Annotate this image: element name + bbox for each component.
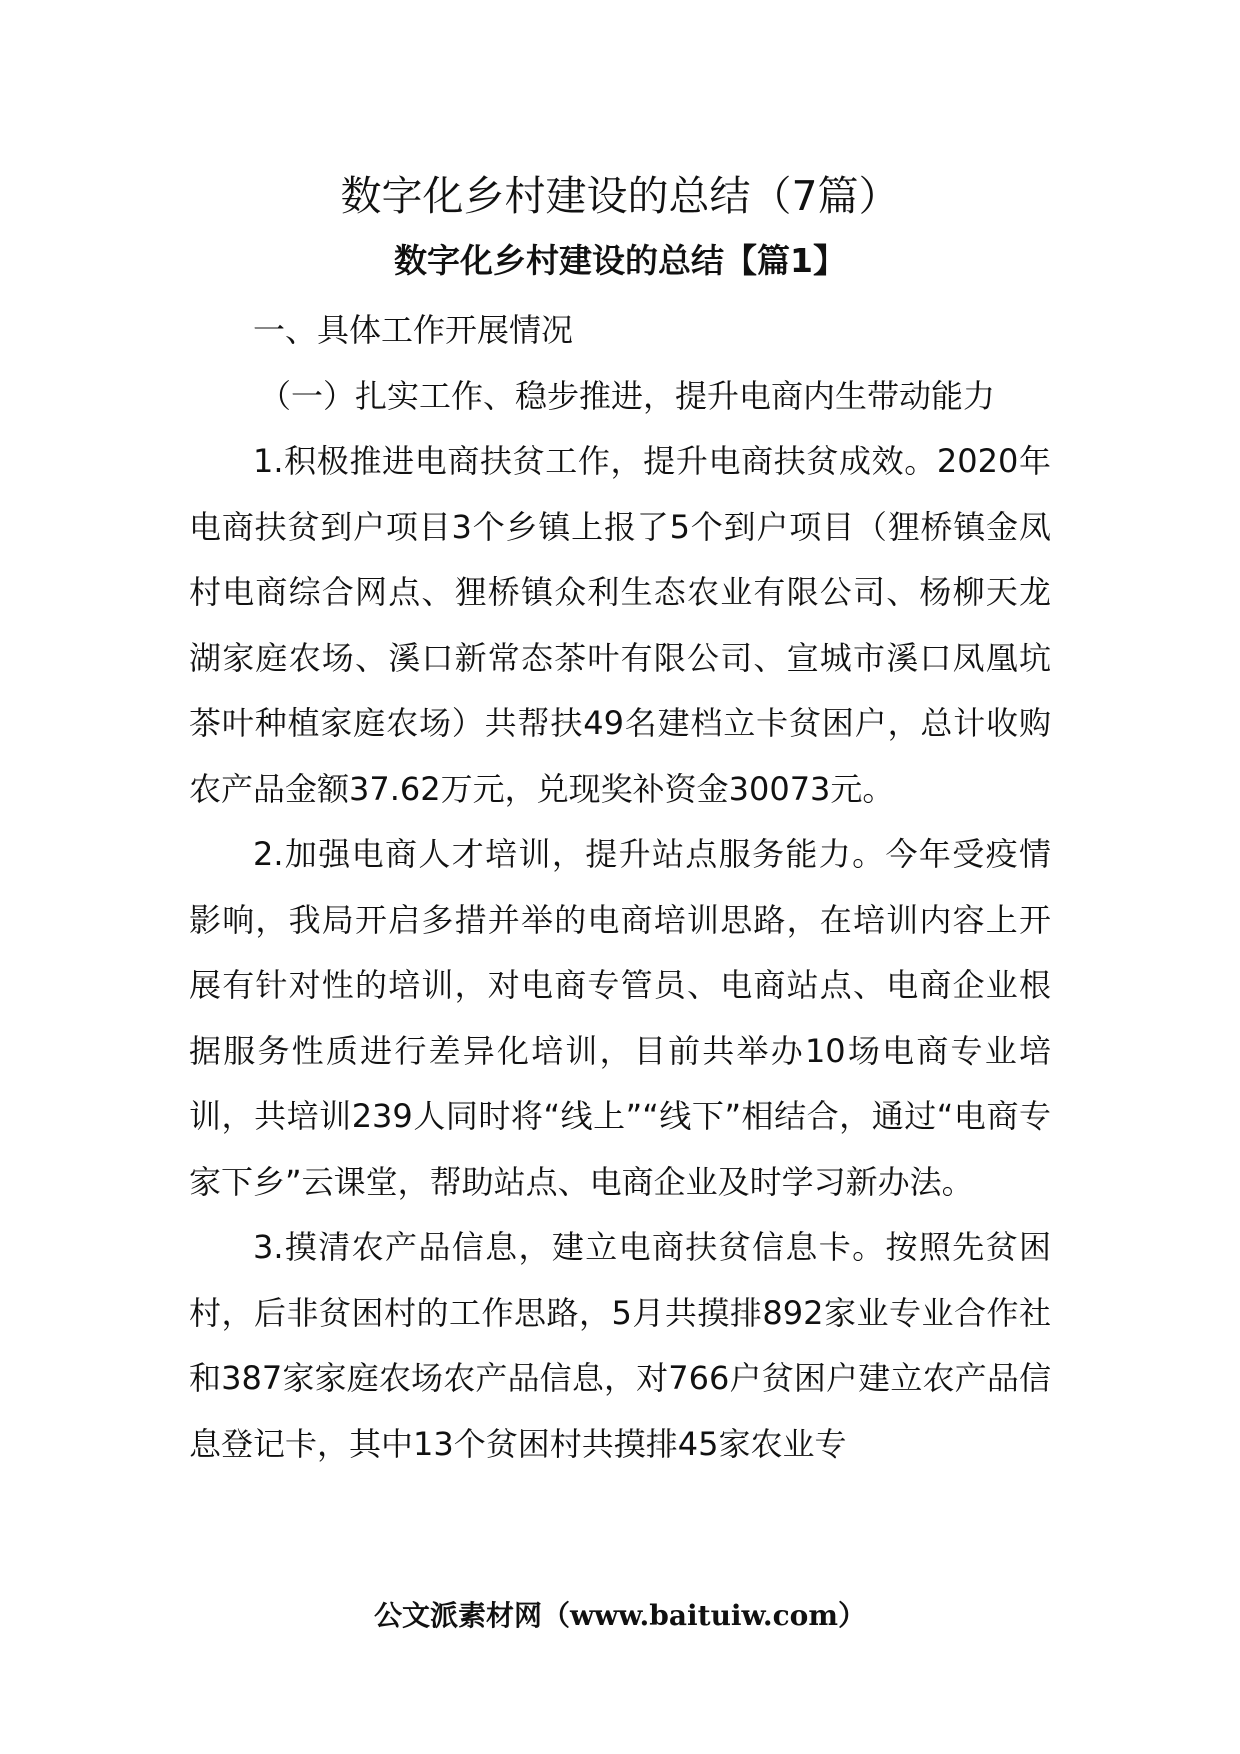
document-subtitle: 数字化乡村建设的总结【篇1】	[394, 241, 846, 280]
paragraph-2: 2.加强电商人才培训，提升站点服务能力。今年受疫情影响，我局开启多措并举的电商培训思路，在培训内容上开展有针对性的培训，对电商专管员、电商站点、电商企业根据服务性质进行差异化培训，目前共举办10场电商专业培训，共培训239人同时将“线上”“线下”相结合，通过“电商专家下乡”云课堂，帮助站点、电商企业及时学习新办法。	[189, 835, 1051, 1201]
paragraph-3: 3.摸清农产品信息，建立电商扶贫信息卡。按照先贫困村，后非贫困村的工作思路，5月共摸排892家业专业合作社和387家家庭农场农产品信息，对766户贫困户建立农产品信息登记卡，其中13个贫困村共摸排45家农业专	[189, 1228, 1051, 1463]
document-title: 数字化乡村建设的总结（7篇）	[340, 172, 900, 220]
document-body	[189, 298, 1051, 1477]
subsection-heading: （一）扎实工作、稳步推进，提升电商内生带动能力	[259, 376, 996, 415]
footer-watermark: 公文派素材网（www.baituiw.com）	[374, 1599, 866, 1632]
paragraph-1: 1.积极推进电商扶贫工作，提升电商扶贫成效。2020年电商扶贫到户项目3个乡镇上报了5个到户项目（狸桥镇金凤村电商综合网点、狸桥镇众利生态农业有限公司、杨柳天龙湖家庭农场、溪口新常态茶叶有限公司、宣城市溪口凤凰坑茶叶种植家庭农场）共帮扶49名建档立卡贫困户，总计收购农产品金额37.62万元，兑现奖补资金30073元。	[189, 442, 1051, 808]
section-heading: 一、具体工作开展情况	[253, 311, 574, 349]
